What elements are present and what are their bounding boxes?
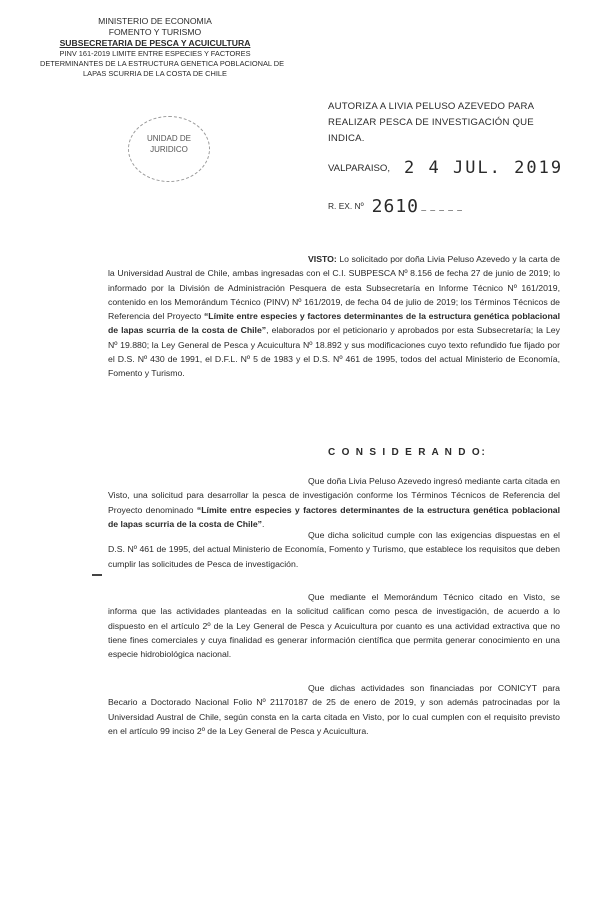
margin-mark — [92, 574, 102, 576]
subject-line: AUTORIZA A LIVIA PELUSO AZEVEDO PARA REALIZAR PESCA DE INVESTIGACIÓN QUE INDICA. — [328, 101, 534, 144]
considerando-paragraph-3: Que mediante el Memorándum Técnico citado en Visto, se informa que las actividades planteadas en la solicitud califican como pesca de investigación, de acuerdo a lo dispuesto en el artículo 2º de la Ley General de Pesca y Acuicultura por cuanto es una actividad extractiva que no tiene fines comerciales y cuya finalidad es generar información científica que permita generar conocimiento en una especie hidrobiológica nacional. — [108, 592, 560, 660]
considerando-1-text-2: . — [262, 518, 265, 529]
letterhead — [40, 16, 285, 79]
ministry-subname: FOMENTO Y TURISMO — [108, 27, 202, 37]
visto-text-1: Lo solicitado por doña Livia Peluso Azevedo y la carta de la Universidad Austral de Chile, ambas ingresadas con el C.I. SUBPESCA Nº 8.156 de fecha 27 de junio de 2019; lo informado por la División de Administración Pesquera de esta Subsecretaría en Informe Técnico Nº 161/2019, contenido en los Memorándum Técnico (PINV) Nº 161/2019, de fecha 04 de julio de 2019; los Términos Técnicos de Referencia del Proyecto — [108, 254, 560, 322]
subsecretariat-name: SUBSECRETARIA DE PESCA Y ACUICULTURA — [59, 38, 251, 48]
date-value: 2 4 JUL. 2019 — [404, 158, 564, 178]
office-stamp — [128, 116, 210, 182]
considerando-1-text-1: Que doña Livia Peluso Azevedo ingresó mediante carta citada en Visto, una solicitud para desarrollar la pesca de investigación conforme los Términos Técnicos de Referencia del Proyecto denominado — [108, 476, 560, 515]
resolution-number-line — [328, 196, 578, 217]
resolution-number: 2610 — [371, 196, 419, 217]
visto-text-2: , elaborados por el peticionario y aprobados por esta Subsecretaría; la Ley Nº 19.880; la Ley General de Pesca y Acuicultura Nº 18.892 y sus modificaciones cuyo texto refundido fue fijado por el D.S. Nº 430 de 1991, el D.F.L. Nº 5 de 1983 y el D.S. Nº 461 de 1995, todos del actual Ministerio de Economía, Fomento y Turismo. — [108, 325, 560, 379]
stamp-line-2: JURIDICO — [150, 145, 188, 154]
considerando-paragraph-2: Que dicha solicitud cumple con las exigencias dispuestas en el D.S. Nº 461 de 1995, del actual Ministerio de Economía, Fomento y Turismo, que establece los requisitos que deben cumplir las solicitudes de Pesca de investigación. — [108, 530, 560, 569]
visto-project-title: “Límite entre especies y factores determinantes de la estructura genética poblacional de lapas scurria de la costa de Chile” — [108, 311, 560, 336]
date-place: VALPARAISO, — [328, 163, 391, 174]
reference-line-1: PINV 161-2019 LIMITE ENTRE ESPECIES Y FACTORES — [59, 49, 251, 58]
considerando-1-project-title: “Límite entre especies y factores determinantes de la estructura genética poblacional de lapas scurria de la costa de Chile” — [108, 504, 560, 529]
considerando-heading: C O N S I D E R A N D O: — [328, 447, 487, 458]
visto-label: VISTO: — [308, 254, 337, 264]
resolution-tail: _ _ _ _ _ — [421, 201, 463, 211]
considerando-paragraph-1 — [108, 474, 560, 531]
stamp-line-1: UNIDAD DE — [146, 134, 191, 143]
reference-line-2: DETERMINANTES DE LA ESTRUCTURA GENETICA POBLACIONAL DE — [40, 59, 285, 68]
date-line — [328, 158, 578, 178]
considerando-paragraph-4: Que dichas actividades son financiadas por CONICYT para Becario a Doctorado Nacional Folio Nº 21170187 de 25 de enero de 2019, y son además patrocinadas por la Universidad Austral de Chile, según consta en la carta citada en Visto, por lo cual cumplen con el requisito previsto en el artículo 99 inciso 2º de la Ley General de Pesca y Acuicultura. — [108, 683, 560, 736]
reference-line-3: LAPAS SCURRIA DE LA COSTA DE CHILE — [83, 69, 227, 78]
visto-paragraph — [108, 252, 560, 381]
resolution-label: R. EX. Nº — [328, 201, 364, 211]
ministry-name: MINISTERIO DE ECONOMIA — [98, 16, 212, 26]
